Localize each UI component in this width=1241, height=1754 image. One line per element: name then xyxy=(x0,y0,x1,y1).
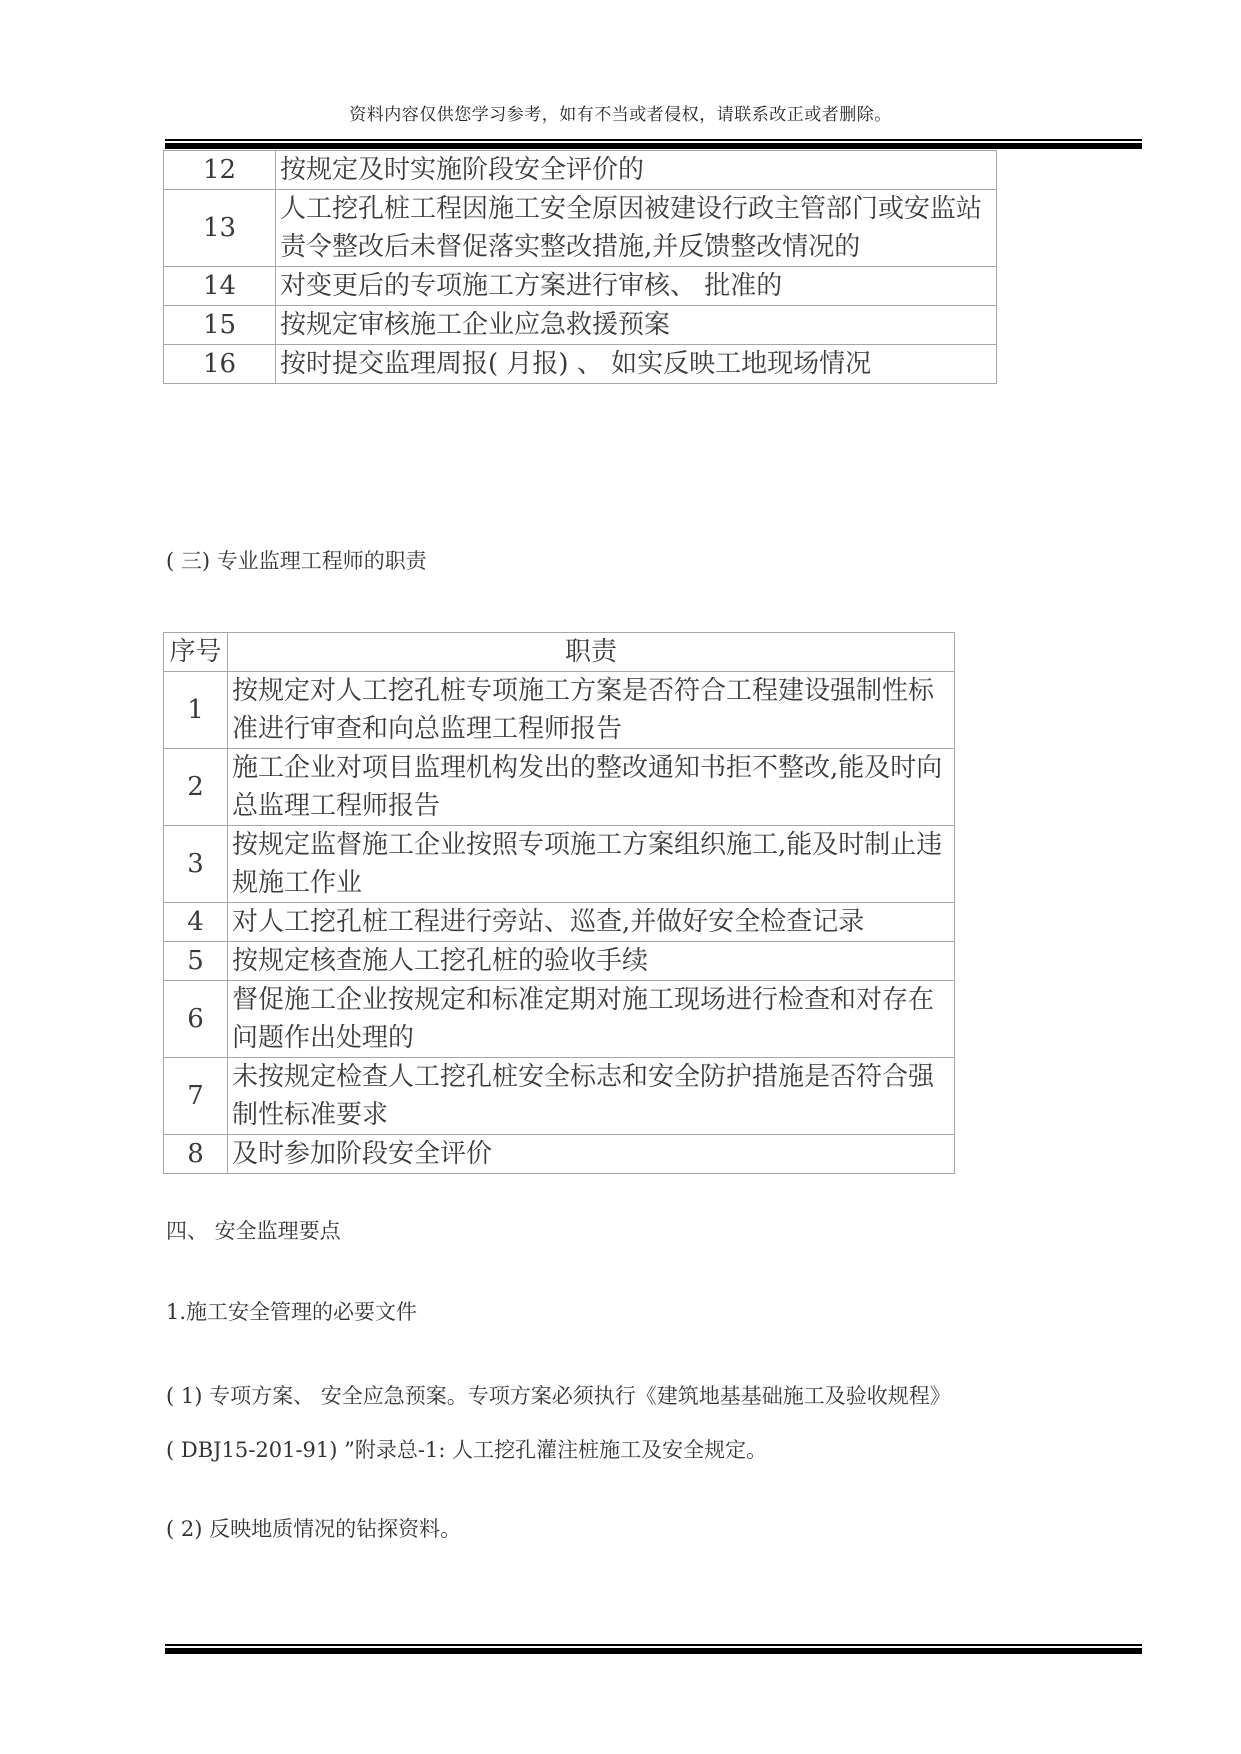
table-header-row xyxy=(164,633,955,672)
row-number: 15 xyxy=(164,306,276,345)
header-rule xyxy=(165,139,1142,149)
column-header-number: 序号 xyxy=(164,633,228,672)
row-number: 14 xyxy=(164,267,276,306)
paragraph-line: ( 2) 反映地质情况的钻探资料。 xyxy=(166,1517,462,1541)
header-note: 资料内容仅供您学习参考，如有不当或者侵权，请联系改正或者删除。 xyxy=(349,105,892,125)
duty-table-continued xyxy=(163,150,997,384)
table-row xyxy=(164,190,997,267)
engineer-duty-table xyxy=(163,632,955,1174)
row-text: 对人工挖孔桩工程进行旁站、巡查,并做好安全检查记录 xyxy=(228,903,955,942)
paragraph-line: ( DBJ15-201-91) ”附录总-1: 人工挖孔灌注桩施工及安全规定。 xyxy=(166,1438,768,1462)
section-heading: 四、 安全监理要点 xyxy=(166,1219,341,1243)
table-row xyxy=(164,903,955,942)
subsection-heading: 1.施工安全管理的必要文件 xyxy=(166,1300,418,1324)
section-heading: ( 三) 专业监理工程师的职责 xyxy=(166,549,427,573)
row-number: 7 xyxy=(164,1058,228,1135)
paragraph-line: ( 1) 专项方案、 安全应急预案。专项方案必须执行《建筑地基基础施工及验收规程》 xyxy=(166,1384,951,1408)
table-row xyxy=(164,826,955,903)
row-number: 13 xyxy=(164,190,276,267)
row-text: 按规定对人工挖孔桩专项施工方案是否符合工程建设强制性标准进行审查和向总监理工程师报告 xyxy=(228,672,955,749)
table-row xyxy=(164,942,955,981)
table-row xyxy=(164,151,997,190)
row-number: 6 xyxy=(164,981,228,1058)
row-text: 对变更后的专项施工方案进行审核、 批准的 xyxy=(276,267,997,306)
table-row xyxy=(164,345,997,384)
row-text: 施工企业对项目监理机构发出的整改通知书拒不整改,能及时向总监理工程师报告 xyxy=(228,749,955,826)
row-text: 未按规定检查人工挖孔桩安全标志和安全防护措施是否符合强制性标准要求 xyxy=(228,1058,955,1135)
footer-rule xyxy=(165,1644,1142,1654)
row-number: 12 xyxy=(164,151,276,190)
row-number: 5 xyxy=(164,942,228,981)
row-text: 按规定监督施工企业按照专项施工方案组织施工,能及时制止违规施工作业 xyxy=(228,826,955,903)
row-text: 按规定及时实施阶段安全评价的 xyxy=(276,151,997,190)
table-row xyxy=(164,749,955,826)
row-number: 2 xyxy=(164,749,228,826)
table-row xyxy=(164,981,955,1058)
row-text: 及时参加阶段安全评价 xyxy=(228,1135,955,1174)
row-text: 按规定核查施人工挖孔桩的验收手续 xyxy=(228,942,955,981)
row-text: 按时提交监理周报( 月报) 、 如实反映工地现场情况 xyxy=(276,345,997,384)
row-text: 督促施工企业按规定和标准定期对施工现场进行检查和对存在问题作出处理的 xyxy=(228,981,955,1058)
row-text: 人工挖孔桩工程因施工安全原因被建设行政主管部门或安监站责令整改后未督促落实整改措施,并反馈整改情况的 xyxy=(276,190,997,267)
row-number: 3 xyxy=(164,826,228,903)
table-row xyxy=(164,1135,955,1174)
column-header-duty: 职责 xyxy=(228,633,955,672)
table-row xyxy=(164,267,997,306)
table-row xyxy=(164,306,997,345)
row-number: 16 xyxy=(164,345,276,384)
row-number: 1 xyxy=(164,672,228,749)
table-row xyxy=(164,1058,955,1135)
row-number: 4 xyxy=(164,903,228,942)
row-text: 按规定审核施工企业应急救援预案 xyxy=(276,306,997,345)
table-row xyxy=(164,672,955,749)
row-number: 8 xyxy=(164,1135,228,1174)
